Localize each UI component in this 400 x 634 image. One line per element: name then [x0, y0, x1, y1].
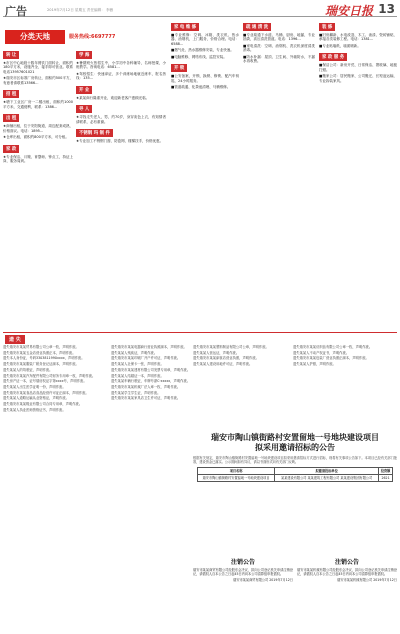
lost-notice: 遗失某某人的驾驶证，声明作废。 — [3, 367, 53, 372]
lost-notice: 遗失瑞安市某某副食店营业执照，声明作废。 — [193, 356, 259, 361]
classified-section — [3, 20, 397, 328]
ad-marker: ★ — [76, 71, 80, 76]
lost-notices-heading: 遗 失 — [5, 335, 25, 344]
ad-marker: ■ — [171, 54, 175, 59]
bid-table-body — [198, 475, 393, 482]
ad-text: 专业加工不锈钢门窗、防盗网、楼梯扶手，价格优惠。 — [79, 139, 164, 144]
lost-notice: 遗失本人身份证，号码3303811990xxxx，声明作废。 — [3, 356, 85, 361]
ad-text: 燃气灶、热水器维修安装，专业快速。 — [174, 48, 234, 53]
ad-marker: ■ — [319, 43, 323, 48]
classified-ad — [3, 124, 73, 133]
page-header — [3, 2, 397, 17]
section-title: 广告 — [5, 5, 27, 18]
lost-notice: 遗失某某人建设用地许可证，声明作废。 — [193, 362, 253, 367]
ad-text: 仓库出租，面积约800平方米，可分租。 — [6, 135, 69, 140]
bid-table-cell: 瑞安市陶山镇街路村安置留地一号地块建设项目 — [198, 475, 275, 482]
lost-notice: 遗失瑞安市某某汽车配件有限公司财务专用章一枚，声明作废。 — [3, 373, 96, 378]
bid-table — [197, 467, 393, 482]
classified-ad — [319, 63, 397, 72]
lost-notice: 遗失某某人不动产权证书，声明作废。 — [293, 350, 350, 355]
ad-text: 专业保洁、月嫂、育婴师、钟点工，持证上岗，服务周到。 — [3, 154, 74, 164]
category-header: 招 租 — [3, 90, 19, 98]
classified-ad — [243, 33, 315, 42]
category-header: 家 政 — [3, 145, 19, 153]
notice-body: 瑞安市某某机械有限公司经股东会决议，拟向公司登记机关申请注销登记，请债权人自本公告之日起45日内向本公司清算组申报债权。 — [297, 568, 397, 577]
ad-marker: ★ — [3, 135, 7, 140]
lost-notice: 遗失瑞安市某某包装厂营业执照正副本，声明作废。 — [293, 356, 369, 361]
lost-notice: 遗失某某人残疾证，声明作废。 — [111, 350, 158, 355]
lost-notice: 遗失瑞安市某某印刷厂开户许可证，声明作废。 — [111, 356, 181, 361]
ad-text: 暑期班火热招生中，小学初中各科辅导，名师授课，小班教学。咨询电话：6581... — [76, 61, 167, 70]
lost-notice: 遗失瑞安市某某五金店营业执照正本，声明作废。 — [3, 350, 76, 355]
bid-table-heading: 项目名称 — [198, 468, 275, 475]
classified-column — [319, 20, 397, 328]
bid-table-heading: 拟邀请投标单位 — [275, 468, 379, 475]
bid-table-row — [198, 475, 393, 482]
classified-ad — [319, 33, 397, 42]
notice-body: 瑞安市某某商贸有限公司经股东会决议，拟向公司登记机关申请注销登记，请债权人自本公告之日起45日内向本公司清算组申报债权。 — [193, 568, 293, 577]
classified-ad — [76, 139, 166, 143]
category-header: 装 修 — [319, 23, 335, 31]
cancellation-notice — [193, 557, 293, 621]
bid-body: 根据有关规定，瑞安市陶山镇街路村安置留地一号地块建设项目拟采用邀请招标方式进行招标，现将有关事项公告如下。本项目已经有关部门批准，建设资金已落实。公示期间如有异议，请以书面形式向有关部门反映。 — [193, 456, 397, 465]
notice-column — [111, 345, 191, 631]
ad-marker: ★ — [3, 100, 7, 105]
bid-table-heading: 投资额 — [379, 468, 393, 475]
cancellation-notice — [297, 557, 397, 621]
classified-ad — [319, 44, 397, 48]
ad-marker: ■ — [243, 33, 247, 37]
category-header: 开 业 — [76, 86, 92, 94]
classified-ad — [243, 55, 315, 64]
classified-ad — [3, 76, 73, 85]
classified-ad — [171, 55, 239, 59]
classified-column — [243, 20, 315, 328]
lost-notice: 遗失瑞安市某某建材有限公司发票专用章，声明作废。 — [111, 367, 191, 372]
ad-text: 防水补漏：屋顶、卫生间、外墙防水，不漏水再收费。 — [243, 54, 316, 64]
classified-ad — [171, 74, 239, 83]
category-header: 家 政 服 务 — [319, 53, 347, 61]
ad-text: 旧房翻新、水电改造、木工、油漆、瓷砖铺贴，承接各类装修工程。电话：1381... — [319, 33, 398, 42]
bid-title — [193, 433, 397, 453]
lost-notice: 遗失某某人出生医学证明一份，声明作废。 — [3, 385, 66, 390]
page-number: 13 — [378, 2, 395, 16]
ad-text: 专业贴墙纸，墙面刷新。 — [322, 43, 361, 48]
lost-notice: 遗失某某车辆行驶证，车牌号浙C·xxxxx，声明作废。 — [111, 379, 191, 384]
notice-column — [193, 345, 291, 435]
ad-marker: ■ — [171, 74, 175, 79]
ad-text: 专业维修：空调、冰箱、洗衣机、热水器、油烟机，上门服务，价格合理。电话：6588... — [171, 33, 240, 46]
lost-notice: 遗失某某人社保卡一张，声明作废。 — [111, 362, 164, 367]
classified-ad — [3, 155, 73, 164]
ad-marker: ★ — [76, 139, 80, 144]
classified-ad — [76, 96, 166, 100]
ad-marker: ■ — [319, 63, 323, 68]
ad-text: 瑞安市区标准厂房转让，面积约500平方，有意者请联系13566... — [3, 76, 74, 85]
category-header: 出 租 — [3, 114, 19, 122]
classified-ad — [243, 44, 315, 53]
ad-text: 保洁公司：新房开荒、日常保洁、擦玻璃、地板打蜡。 — [319, 63, 398, 72]
classified-ad — [76, 61, 166, 70]
classified-column — [76, 48, 166, 328]
ad-marker: ■ — [171, 48, 175, 53]
ad-marker: ■ — [243, 54, 247, 59]
ad-text: 电脑维修、网络布线、监控安装。 — [174, 54, 227, 59]
classified-ad — [171, 48, 239, 52]
lost-notice: 遗失瑞安市某某贸易有限公司公章一枚，声明作废。 — [3, 345, 79, 349]
classified-ad — [171, 33, 239, 46]
ad-marker: ★ — [3, 76, 7, 81]
classified-ad — [319, 74, 397, 83]
bid-title-line1: 瑞安市陶山镇街路村安置留地一号地块建设项目 — [211, 433, 379, 442]
ad-text: 寻找走失老人，男，约70岁，身穿灰色上衣，有知情者请联系，必有重谢。 — [76, 115, 166, 124]
notice-title: 注销公告 — [334, 559, 359, 566]
lost-notice: 遗失瑞安市某某机械厂法人章一枚，声明作废。 — [111, 385, 181, 390]
ad-marker: ★ — [3, 61, 7, 65]
category-header: 开 锁 — [171, 64, 187, 72]
ad-marker: ■ — [243, 43, 247, 48]
ad-marker: ★ — [3, 154, 7, 159]
lost-notice: 遗失某某人执业医师资格证书，声明作废。 — [3, 407, 66, 412]
ad-marker: ★ — [3, 124, 7, 129]
classified-banner — [5, 30, 165, 44]
lost-notice: 遗失某某人护照，声明作废。 — [293, 362, 336, 367]
lost-notice: 遗失瑞安市某某服装厂税务登记证副本，声明作废。 — [3, 362, 79, 367]
classified-ad — [3, 100, 73, 109]
ad-text: 家电清洗：空调、油烟机、洗衣机深度清洗消毒。 — [243, 43, 316, 53]
notice-column — [293, 345, 397, 435]
ad-marker: ■ — [319, 74, 323, 79]
classified-ad — [76, 72, 166, 81]
category-header: 不锈钢 玛 制 件 — [76, 129, 113, 137]
lost-notice: 遗失某某人道路运输从业资格证，声明作废。 — [3, 396, 69, 401]
notices-section — [3, 332, 397, 632]
lost-notice: 遗失瑞安市某某家具店卫生许可证，声明作废。 — [111, 396, 181, 401]
category-header: 家 电 维 修 — [171, 23, 199, 31]
notice-column — [3, 345, 109, 631]
lost-notice: 遗失瑞安市某某电器商行营业执照副本，声明作废。 — [111, 345, 187, 349]
ad-marker: ■ — [171, 85, 175, 90]
lost-notice: 遗失某某人营运证，声明作废。 — [193, 350, 240, 355]
ad-text: 市区中心地段十数年餐饮门面转让，面积约180平方米，设施齐全，接手即可营业。联系电话13957601021 — [3, 61, 74, 74]
issue-meta: 2019年7月12日 星期五 责任编辑： 李薇 — [47, 8, 114, 12]
lost-notice: 遗失某某学生学生证，声明作废。 — [111, 390, 161, 395]
lost-notice: 遗失瑞安市某某纺织品有限公司公章一枚，声明作废。 — [293, 345, 373, 349]
bid-table-cell: 某某建设有限公司 某某建筑工程有限公司 某某建设集团有限公司 — [275, 475, 379, 482]
lost-notice: 遗失某某人结婚证一本，声明作废。 — [111, 373, 164, 378]
classified-column — [171, 20, 239, 328]
classified-column — [3, 48, 73, 328]
classified-ad — [171, 85, 239, 89]
ad-marker: ★ — [76, 61, 80, 65]
ad-text: 某某商行隆重开业，欢迎新老客户惠顾光临。 — [79, 95, 150, 100]
ad-text: 商铺出租，位于安阳街道，周边配套成熟，价格面议。电话：1895... — [3, 124, 74, 133]
bid-announcement — [193, 433, 397, 553]
notice-signature: 瑞安市某某商贸有限公司 2019年7月12日 — [233, 578, 293, 583]
ad-marker: ■ — [319, 33, 323, 37]
category-header: 转 让 — [3, 51, 19, 59]
bid-table-header — [198, 468, 393, 475]
lost-notice: 遗失瑞安市某某食品店食品经营许可证正副本，声明作废。 — [3, 390, 89, 395]
classified-ad — [76, 115, 166, 124]
ad-text: 塘下工业区厂房一二楼出租，面积约1000平方米，交通便利，联系：1386... — [3, 100, 73, 109]
hotline: 服务热线:6697777 — [69, 34, 116, 40]
newspaper-logo: 瑞安日报 — [324, 4, 373, 18]
classified-ad — [3, 135, 73, 139]
ad-text: 专业疏通下水道、马桶、厨房、地漏，专业抽粪，高压清洗管道。电话：1396... — [243, 33, 316, 42]
bid-title-line2: 拟采用邀请招标的公告 — [255, 443, 335, 452]
category-header: 疏 通 清 洗 — [243, 23, 271, 31]
category-header: 寻 人 — [76, 105, 92, 113]
bid-table-cell: 2621 — [379, 475, 393, 482]
ad-text: 驾校招生：快速拿证，多个训练场地就近练车，报名热线：135... — [76, 71, 167, 81]
ad-marker: ★ — [76, 95, 80, 100]
lost-notice: 遗失房产证一本，证号瑞房权证字第xxxx号，声明作废。 — [3, 379, 87, 384]
category-header: 学 海 — [76, 51, 92, 59]
notice-signature: 瑞安市某某机械有限公司 2019年7月12日 — [337, 578, 397, 583]
notice-title: 注销公告 — [230, 559, 255, 566]
ad-text: 搬家公司：居民搬家、公司搬迁、长短途运输，专业拆装家具。 — [319, 74, 398, 83]
classified-ad — [3, 61, 73, 74]
banner-title: 分类天地 — [5, 30, 65, 44]
ad-text: 公安备案，开锁、换锁、修锁、配汽车钥匙，24小时服务。 — [171, 74, 239, 83]
lost-notice: 遗失瑞安市某某鞋业有限公司合同专用章，声明作废。 — [3, 402, 83, 407]
ad-marker: ■ — [171, 33, 175, 37]
ad-marker: ★ — [76, 115, 80, 120]
lost-notice: 遗失瑞安市某某塑料制品有限公司公章，声明作废。 — [193, 345, 269, 349]
ad-text: 管道疏通、化粪池清理、马桶维修。 — [174, 85, 231, 90]
